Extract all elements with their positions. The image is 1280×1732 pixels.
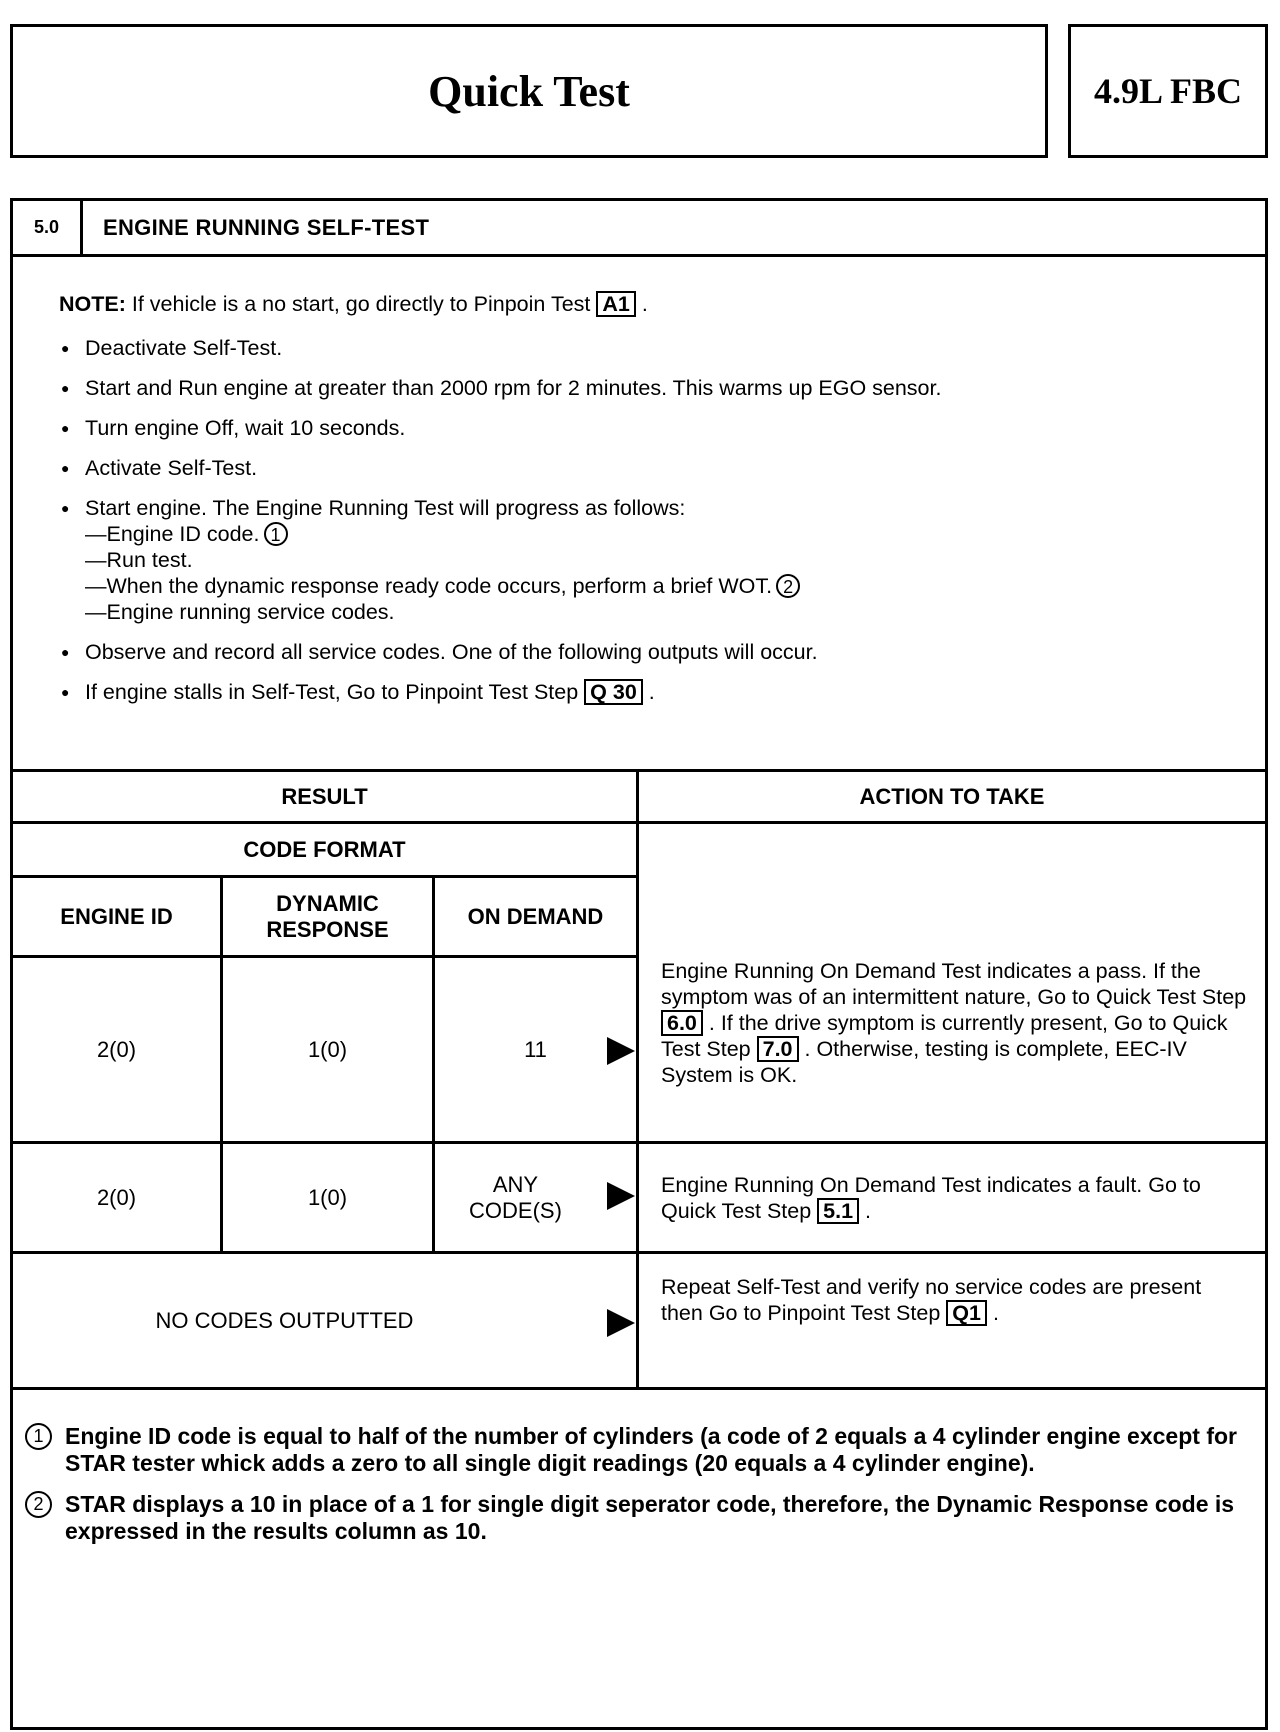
step-text: If engine stalls in Self-Test, Go to Pinpoint Test Step bbox=[85, 680, 579, 704]
action-text-part: . Otherwise, testing is complete, EEC-IV System is OK. bbox=[661, 1037, 1187, 1087]
list-item bbox=[59, 639, 1265, 665]
arrow-right-icon bbox=[607, 1309, 635, 1337]
note-text: If vehicle is a no start, go directly to Pinpoin Test bbox=[131, 292, 591, 316]
action-text-part: . If the drive symptom is currently present, Go to Quick Test Step bbox=[661, 1011, 1228, 1061]
code-format-header: CODE FORMAT bbox=[13, 824, 639, 878]
footnote-number: 1 bbox=[25, 1423, 52, 1450]
action-text-part: . bbox=[865, 1198, 872, 1223]
footnote-marker: 1 bbox=[264, 522, 288, 546]
step-ref: 6.0 bbox=[661, 1010, 703, 1036]
step-text: Turn engine Off, wait 10 seconds. bbox=[85, 416, 406, 440]
section-title: ENGINE RUNNING SELF-TEST bbox=[103, 214, 430, 240]
action-text-part: . bbox=[992, 1301, 999, 1325]
sub-step: —Run test. bbox=[85, 548, 193, 572]
action-text bbox=[661, 1172, 1247, 1224]
result-header: RESULT bbox=[13, 772, 639, 824]
section-header bbox=[13, 201, 1265, 257]
step-text: Activate Self-Test. bbox=[85, 456, 258, 480]
instructions bbox=[13, 257, 1265, 769]
table-cell: NO CODES OUTPUTTED bbox=[13, 1254, 639, 1390]
action-text bbox=[661, 958, 1247, 1088]
action-cell bbox=[639, 1254, 1265, 1390]
step-ref: 7.0 bbox=[757, 1036, 799, 1062]
note-end: . bbox=[641, 292, 648, 316]
step-text: Observe and record all service codes. One of the following outputs will occur. bbox=[85, 640, 818, 664]
action-text-part: Engine Running On Demand Test indicates a fault. Go to Quick Test Step bbox=[661, 1172, 1201, 1223]
step-text: Start and Run engine at greater than 2000 rpm for 2 minutes. This warms up EGO sensor. bbox=[85, 376, 942, 400]
action-text-part: Repeat Self-Test and verify no service codes are present then Go to Pinpoint Test Step bbox=[661, 1275, 1202, 1325]
table-cell: 2(0) bbox=[13, 958, 223, 1144]
list-item bbox=[59, 679, 1265, 705]
sub-step-text: —When the dynamic response ready code occurs, perform a brief WOT. bbox=[85, 574, 773, 598]
col-engine-id: ENGINE ID bbox=[13, 878, 223, 958]
step-ref: 5.1 bbox=[817, 1198, 859, 1224]
list-item bbox=[59, 415, 1265, 441]
list-item bbox=[59, 375, 1265, 401]
footnote-text: Engine ID code is equal to half of the number of cylinders (a code of 2 equals a 4 cylinder engine except for STAR tester whick adds a zero to all single digit readings (20 equals a 4 cylinder engine). bbox=[65, 1423, 1237, 1476]
step-text: Deactivate Self-Test. bbox=[85, 336, 283, 360]
table-cell: 1(0) bbox=[223, 958, 435, 1144]
note-label: NOTE: bbox=[59, 292, 126, 316]
footnote-text: STAR displays a 10 in place of a 1 for single digit seperator code, therefore, the Dynamic Response code is expressed in the results column as 10. bbox=[65, 1491, 1235, 1544]
note bbox=[59, 291, 1265, 317]
action-text bbox=[661, 1274, 1247, 1326]
sub-step-text: —Engine ID code. bbox=[85, 522, 260, 546]
on-demand-value: ANY CODE(S) bbox=[469, 1171, 562, 1223]
step-end: . bbox=[648, 680, 655, 704]
action-cell bbox=[639, 824, 1265, 1144]
main-section bbox=[10, 198, 1268, 1730]
footnotes bbox=[13, 1399, 1265, 1559]
on-demand-value: 11 bbox=[524, 1036, 547, 1062]
footnote-marker: 2 bbox=[776, 574, 800, 598]
action-header: ACTION TO TAKE bbox=[639, 772, 1265, 824]
sub-step: —Engine running service codes. bbox=[85, 600, 395, 624]
page-title: Quick Test bbox=[428, 66, 630, 116]
footnote bbox=[25, 1423, 1253, 1477]
sub-step bbox=[85, 573, 1265, 599]
arrow-right-icon bbox=[607, 1182, 635, 1210]
footnote-number: 2 bbox=[25, 1491, 52, 1518]
action-text-part: Engine Running On Demand Test indicates a pass. If the symptom was of an intermittent nature, Go to Quick Test Step bbox=[661, 959, 1247, 1009]
arrow-right-icon bbox=[607, 1037, 635, 1065]
title-box bbox=[10, 24, 1048, 158]
engine-code-box bbox=[1068, 24, 1268, 158]
result-table bbox=[13, 769, 1265, 1399]
list-item bbox=[59, 455, 1265, 481]
note-ref: A1 bbox=[596, 291, 635, 317]
step-ref: Q1 bbox=[946, 1300, 987, 1326]
col-dynamic-response: DYNAMIC RESPONSE bbox=[223, 878, 435, 958]
list-item bbox=[59, 335, 1265, 361]
step-list bbox=[59, 335, 1265, 705]
action-cell bbox=[639, 1144, 1265, 1254]
table-cell: 1(0) bbox=[223, 1144, 435, 1254]
engine-code: 4.9L FBC bbox=[1093, 71, 1243, 111]
step-ref: Q 30 bbox=[584, 679, 643, 705]
col-on-demand: ON DEMAND bbox=[435, 878, 639, 958]
footnote bbox=[25, 1491, 1253, 1545]
list-item bbox=[59, 495, 1265, 625]
step-text: Start engine. The Engine Running Test will progress as follows: bbox=[85, 496, 686, 520]
table-cell: 2(0) bbox=[13, 1144, 223, 1254]
sub-step bbox=[85, 521, 1265, 547]
section-number: 5.0 bbox=[13, 201, 83, 254]
